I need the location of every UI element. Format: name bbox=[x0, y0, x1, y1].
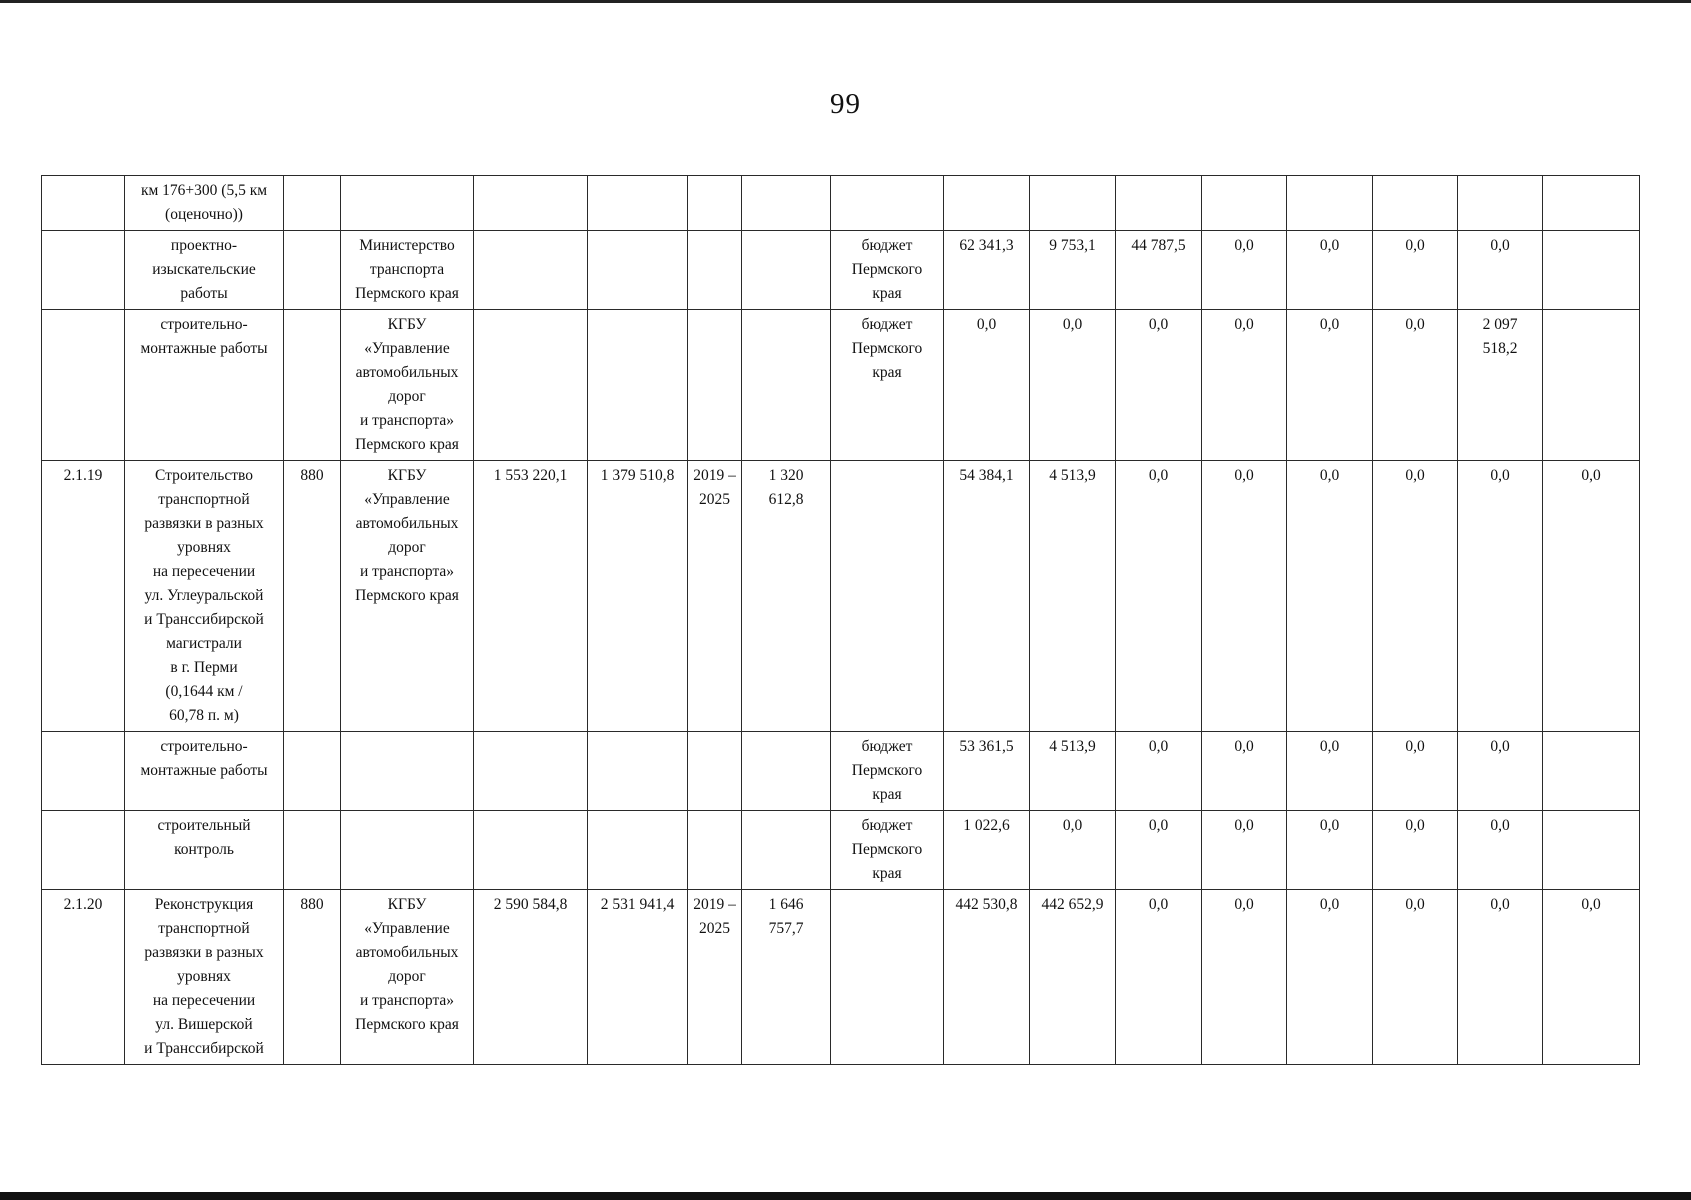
item-name-cell: строительный контроль bbox=[125, 811, 284, 890]
funding-source-cell: бюджет Пермского края bbox=[831, 732, 944, 811]
amount-cell: 0,0 bbox=[1287, 890, 1373, 1065]
amount-cell: 0,0 bbox=[1202, 811, 1287, 890]
value-cell bbox=[474, 310, 588, 461]
row-number-cell bbox=[42, 811, 125, 890]
value-cell bbox=[474, 811, 588, 890]
amount-cell: 2 097 518,2 bbox=[1458, 310, 1543, 461]
amount-cell: 0,0 bbox=[1116, 890, 1202, 1065]
executor-cell bbox=[341, 176, 474, 231]
code-cell bbox=[284, 176, 341, 231]
executor-cell bbox=[341, 732, 474, 811]
amount-cell bbox=[1543, 310, 1640, 461]
scan-bottom-edge bbox=[0, 1192, 1691, 1200]
value-cell bbox=[588, 176, 688, 231]
amount-cell: 0,0 bbox=[1030, 811, 1116, 890]
page-number: 99 bbox=[830, 88, 861, 120]
funding-source-cell: бюджет Пермского края bbox=[831, 231, 944, 310]
amount-cell bbox=[1287, 176, 1373, 231]
value-cell bbox=[588, 732, 688, 811]
amount-cell: 62 341,3 bbox=[944, 231, 1030, 310]
amount-cell bbox=[1543, 231, 1640, 310]
code-cell: 880 bbox=[284, 461, 341, 732]
period-cell: 2019 – 2025 bbox=[688, 461, 742, 732]
item-name-cell: км 176+300 (5,5 км (оценочно)) bbox=[125, 176, 284, 231]
period-cell bbox=[688, 732, 742, 811]
value-cell: 1 379 510,8 bbox=[588, 461, 688, 732]
row-number-cell bbox=[42, 732, 125, 811]
amount-cell: 442 530,8 bbox=[944, 890, 1030, 1065]
period-cell bbox=[688, 231, 742, 310]
amount-cell: 0,0 bbox=[1116, 811, 1202, 890]
amount-cell bbox=[1543, 176, 1640, 231]
row-number-cell bbox=[42, 231, 125, 310]
amount-cell: 0,0 bbox=[1373, 890, 1458, 1065]
value-cell: 1 553 220,1 bbox=[474, 461, 588, 732]
item-name-cell: строительно- монтажные работы bbox=[125, 732, 284, 811]
row-number-cell: 2.1.20 bbox=[42, 890, 125, 1065]
period-cell bbox=[688, 176, 742, 231]
code-cell bbox=[284, 811, 341, 890]
amount-cell: 0,0 bbox=[1373, 461, 1458, 732]
amount-cell: 0,0 bbox=[1202, 310, 1287, 461]
period-cell: 2019 – 2025 bbox=[688, 890, 742, 1065]
executor-cell: КГБУ «Управление автомобильных дорог и транспорта» Пермского края bbox=[341, 310, 474, 461]
item-name-cell: Реконструкция транспортной развязки в разных уровнях на пересечении ул. Вишерской и Транссибирской bbox=[125, 890, 284, 1065]
executor-cell: КГБУ «Управление автомобильных дорог и транспорта» Пермского края bbox=[341, 890, 474, 1065]
amount-cell: 54 384,1 bbox=[944, 461, 1030, 732]
table-row bbox=[42, 231, 1640, 310]
amount-cell: 4 513,9 bbox=[1030, 732, 1116, 811]
value-cell bbox=[474, 231, 588, 310]
table-row bbox=[42, 811, 1640, 890]
executor-cell bbox=[341, 811, 474, 890]
scan-top-edge bbox=[0, 0, 1691, 3]
amount-cell: 0,0 bbox=[1373, 732, 1458, 811]
amount-cell: 0,0 bbox=[1116, 732, 1202, 811]
executor-cell: КГБУ «Управление автомобильных дорог и транспорта» Пермского края bbox=[341, 461, 474, 732]
period-cell bbox=[688, 811, 742, 890]
budget-table bbox=[41, 175, 1640, 1065]
amount-cell: 0,0 bbox=[944, 310, 1030, 461]
table-row bbox=[42, 890, 1640, 1065]
amount-cell: 0,0 bbox=[1458, 732, 1543, 811]
funding-source-cell bbox=[831, 461, 944, 732]
amount-cell: 44 787,5 bbox=[1116, 231, 1202, 310]
value-cell bbox=[474, 176, 588, 231]
amount-cell: 0,0 bbox=[1287, 310, 1373, 461]
amount-cell: 0,0 bbox=[1202, 231, 1287, 310]
amount-cell: 0,0 bbox=[1116, 461, 1202, 732]
amount-cell: 0,0 bbox=[1202, 732, 1287, 811]
value-cell bbox=[742, 310, 831, 461]
amount-cell: 9 753,1 bbox=[1030, 231, 1116, 310]
amount-cell: 0,0 bbox=[1458, 461, 1543, 732]
amount-cell: 0,0 bbox=[1373, 811, 1458, 890]
amount-cell: 442 652,9 bbox=[1030, 890, 1116, 1065]
row-number-cell: 2.1.19 bbox=[42, 461, 125, 732]
code-cell bbox=[284, 310, 341, 461]
funding-source-cell: бюджет Пермского края bbox=[831, 811, 944, 890]
value-cell: 1 646 757,7 bbox=[742, 890, 831, 1065]
row-number-cell bbox=[42, 176, 125, 231]
amount-cell: 0,0 bbox=[1458, 811, 1543, 890]
amount-cell: 0,0 bbox=[1373, 310, 1458, 461]
item-name-cell: строительно- монтажные работы bbox=[125, 310, 284, 461]
amount-cell: 0,0 bbox=[1287, 732, 1373, 811]
code-cell bbox=[284, 231, 341, 310]
value-cell bbox=[742, 811, 831, 890]
amount-cell bbox=[1373, 176, 1458, 231]
funding-source-cell bbox=[831, 176, 944, 231]
code-cell: 880 bbox=[284, 890, 341, 1065]
amount-cell bbox=[1458, 176, 1543, 231]
amount-cell bbox=[1030, 176, 1116, 231]
code-cell bbox=[284, 732, 341, 811]
value-cell bbox=[588, 811, 688, 890]
value-cell bbox=[588, 310, 688, 461]
executor-cell: Министерство транспорта Пермского края bbox=[341, 231, 474, 310]
amount-cell: 1 022,6 bbox=[944, 811, 1030, 890]
amount-cell bbox=[1543, 732, 1640, 811]
value-cell bbox=[742, 176, 831, 231]
table-row bbox=[42, 176, 1640, 231]
row-number-cell bbox=[42, 310, 125, 461]
value-cell: 1 320 612,8 bbox=[742, 461, 831, 732]
amount-cell: 0,0 bbox=[1287, 811, 1373, 890]
value-cell: 2 590 584,8 bbox=[474, 890, 588, 1065]
item-name-cell: Строительство транспортной развязки в разных уровнях на пересечении ул. Углеуральской и Транссибирской магистрали в г. Перми (0,1644 км / 60,78 п. м) bbox=[125, 461, 284, 732]
amount-cell: 53 361,5 bbox=[944, 732, 1030, 811]
amount-cell: 0,0 bbox=[1287, 461, 1373, 732]
amount-cell bbox=[1543, 811, 1640, 890]
amount-cell: 0,0 bbox=[1543, 461, 1640, 732]
amount-cell bbox=[1202, 176, 1287, 231]
amount-cell: 0,0 bbox=[1458, 890, 1543, 1065]
table-row bbox=[42, 310, 1640, 461]
amount-cell: 0,0 bbox=[1030, 310, 1116, 461]
value-cell bbox=[742, 231, 831, 310]
amount-cell: 0,0 bbox=[1202, 890, 1287, 1065]
value-cell: 2 531 941,4 bbox=[588, 890, 688, 1065]
budget-table-body bbox=[42, 176, 1640, 1065]
value-cell bbox=[474, 732, 588, 811]
table-row bbox=[42, 732, 1640, 811]
value-cell bbox=[742, 732, 831, 811]
amount-cell bbox=[1116, 176, 1202, 231]
amount-cell: 0,0 bbox=[1543, 890, 1640, 1065]
amount-cell: 4 513,9 bbox=[1030, 461, 1116, 732]
funding-source-cell: бюджет Пермского края bbox=[831, 310, 944, 461]
amount-cell: 0,0 bbox=[1287, 231, 1373, 310]
amount-cell bbox=[944, 176, 1030, 231]
value-cell bbox=[588, 231, 688, 310]
table-row bbox=[42, 461, 1640, 732]
amount-cell: 0,0 bbox=[1202, 461, 1287, 732]
period-cell bbox=[688, 310, 742, 461]
funding-source-cell bbox=[831, 890, 944, 1065]
amount-cell: 0,0 bbox=[1458, 231, 1543, 310]
amount-cell: 0,0 bbox=[1116, 310, 1202, 461]
item-name-cell: проектно- изыскательские работы bbox=[125, 231, 284, 310]
amount-cell: 0,0 bbox=[1373, 231, 1458, 310]
